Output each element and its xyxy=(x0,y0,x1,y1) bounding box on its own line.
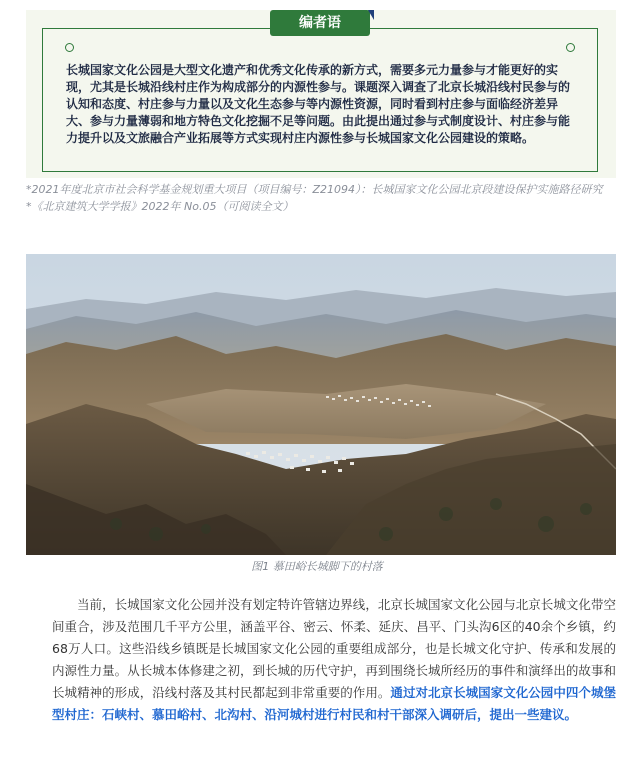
label-accent-icon xyxy=(368,10,374,20)
figure-caption: 图1 慕田峪长城脚下的村落 xyxy=(251,560,383,573)
journal-note[interactable]: *《北京建筑大学学报》2022年 No.05（可阅读全文） xyxy=(26,200,294,213)
body-paragraph xyxy=(52,594,616,726)
source-notes xyxy=(26,181,616,215)
funding-note: *2021年度北京市社会科学基金规划重大项目（项目编号：Z21094）：长城国家文化公园北京段建设保护实施路径研究 xyxy=(26,183,603,196)
editor-note-label: 编者语 xyxy=(270,10,370,36)
body-highlight-text: 通过对北京长城国家文化公园中四个城堡型村庄：石峡村、慕田峪村、北沟村、沿河城村进行村民和村干部深入调研后，提出一些建议。 xyxy=(52,685,616,722)
frame-dot-left xyxy=(65,43,74,52)
editor-note-text: 长城国家文化公园是大型文化遗产和优秀文化传承的新方式，需要多元力量参与才能更好的实现，尤其是长城沿线村庄作为构成部分的内源性参与。课题深入调查了北京长城沿线村民参与的认知和态度、村庄参与力量以及文化生态参与等内源性资源，同时看到村庄参与面临经济差异大、参与力量薄弱和地方特色文化挖掘不足等问题。由此提出通过参与式制度设计、村庄参与能力提升以及文旅融合产业拓展等方式实现村庄内源性参与长城国家文化公园建设的策略。 xyxy=(66,63,571,145)
village-photo xyxy=(26,254,616,555)
editor-note-box xyxy=(26,10,616,178)
body-main-text: 当前，长城国家文化公园并没有划定特许管辖边界线，北京长城国家文化公园与北京长城文化带空间重合，涉及范围几千平方公里，涵盖平谷、密云、怀柔、延庆、昌平、门头沟6区的40余个乡镇，约68万人口。这些沿线乡镇既是长城国家文化公园的重要组成部分，也是长城文化守护、传承和发展的内源性力量。从长城本体修建之初，到长城的历代守护，再到围绕长城所经历的事件和演绎出的故事和长城精神的形成，沿线村落及其村民都起到非常重要的作用。 xyxy=(52,597,616,700)
frame-dot-right xyxy=(566,43,575,52)
mountain-landscape-image xyxy=(26,254,616,555)
